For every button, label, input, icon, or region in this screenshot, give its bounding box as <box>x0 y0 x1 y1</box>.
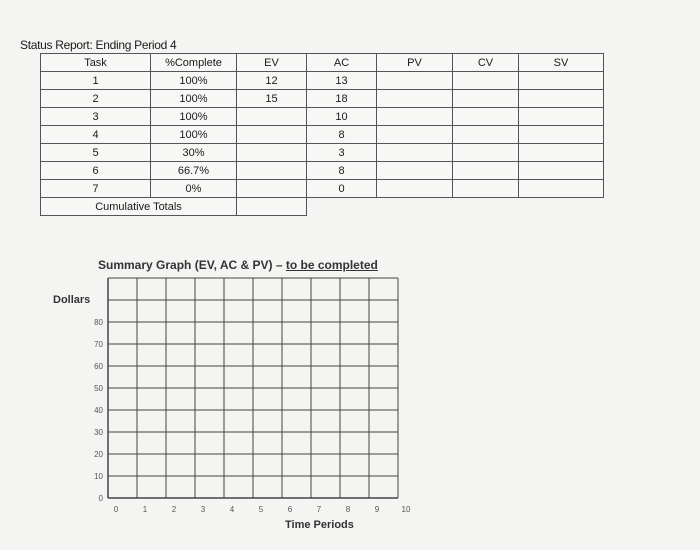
x-tick-label: 10 <box>401 505 411 514</box>
header-ev: EV <box>237 54 307 72</box>
x-tick-label: 5 <box>258 505 264 514</box>
x-axis-label: Time Periods <box>285 519 354 531</box>
header-cv: CV <box>453 54 519 72</box>
task-cell: 3 <box>41 108 151 126</box>
header-sv: SV <box>519 54 604 72</box>
ac-cell: 8 <box>307 126 377 144</box>
x-tick-label: 1 <box>142 505 148 514</box>
percent-complete-cell: 100% <box>151 72 237 90</box>
task-cell: 4 <box>41 126 151 144</box>
x-tick-label: 7 <box>316 505 322 514</box>
ac-cell: 0 <box>307 180 377 198</box>
graph-title-underlined: to be completed <box>285 258 378 272</box>
y-axis-label: Dollars <box>53 294 91 306</box>
task-cell: 5 <box>41 144 151 162</box>
x-tick-label: 3 <box>200 505 206 514</box>
y-tick-label: 60 <box>94 362 103 371</box>
cumulative-totals-label: Cumulative Totals <box>41 198 237 216</box>
percent-complete-cell: 100% <box>151 126 237 144</box>
task-cell: 1 <box>41 72 151 90</box>
ac-cell: 3 <box>307 144 377 162</box>
graph-title-prefix: Summary Graph (EV, AC & PV) – <box>98 258 286 272</box>
percent-complete-cell: 100% <box>151 108 237 126</box>
y-tick-label: 50 <box>94 384 103 393</box>
x-tick-label: 9 <box>374 505 380 514</box>
task-cell: 6 <box>41 162 151 180</box>
y-tick-labels <box>94 318 103 503</box>
y-tick-label: 30 <box>94 428 103 437</box>
x-tick-labels <box>114 505 411 514</box>
y-tick-label: 10 <box>94 472 103 481</box>
ac-cell: 10 <box>307 108 377 126</box>
x-tick-label: 8 <box>345 505 351 514</box>
percent-complete-cell: 100% <box>151 90 237 108</box>
task-cell: 7 <box>41 180 151 198</box>
ac-cell: 18 <box>307 90 377 108</box>
graph-grid-lines <box>108 278 398 498</box>
y-tick-label: 20 <box>94 450 103 459</box>
header-percent-complete: %Complete <box>151 54 237 72</box>
task-cell: 2 <box>41 90 151 108</box>
x-tick-label: 4 <box>229 505 235 514</box>
x-tick-label: 2 <box>171 505 177 514</box>
percent-complete-cell: 0% <box>151 180 237 198</box>
y-tick-label: 0 <box>98 494 103 503</box>
x-tick-label: 0 <box>113 505 119 514</box>
ev-cell: 15 <box>237 90 307 108</box>
x-tick-label: 6 <box>287 505 293 514</box>
ac-cell: 13 <box>307 72 377 90</box>
ac-cell: 8 <box>307 162 377 180</box>
header-pv: PV <box>377 54 453 72</box>
header-ac: AC <box>307 54 377 72</box>
y-tick-label: 70 <box>94 340 103 349</box>
y-tick-label: 40 <box>94 406 103 415</box>
report-title: Status Report: Ending Period 4 <box>20 38 177 52</box>
y-tick-label: 80 <box>94 318 103 327</box>
header-task: Task <box>41 54 151 72</box>
percent-complete-cell: 30% <box>151 144 237 162</box>
ev-cell: 12 <box>237 72 307 90</box>
percent-complete-cell: 66.7% <box>151 162 237 180</box>
